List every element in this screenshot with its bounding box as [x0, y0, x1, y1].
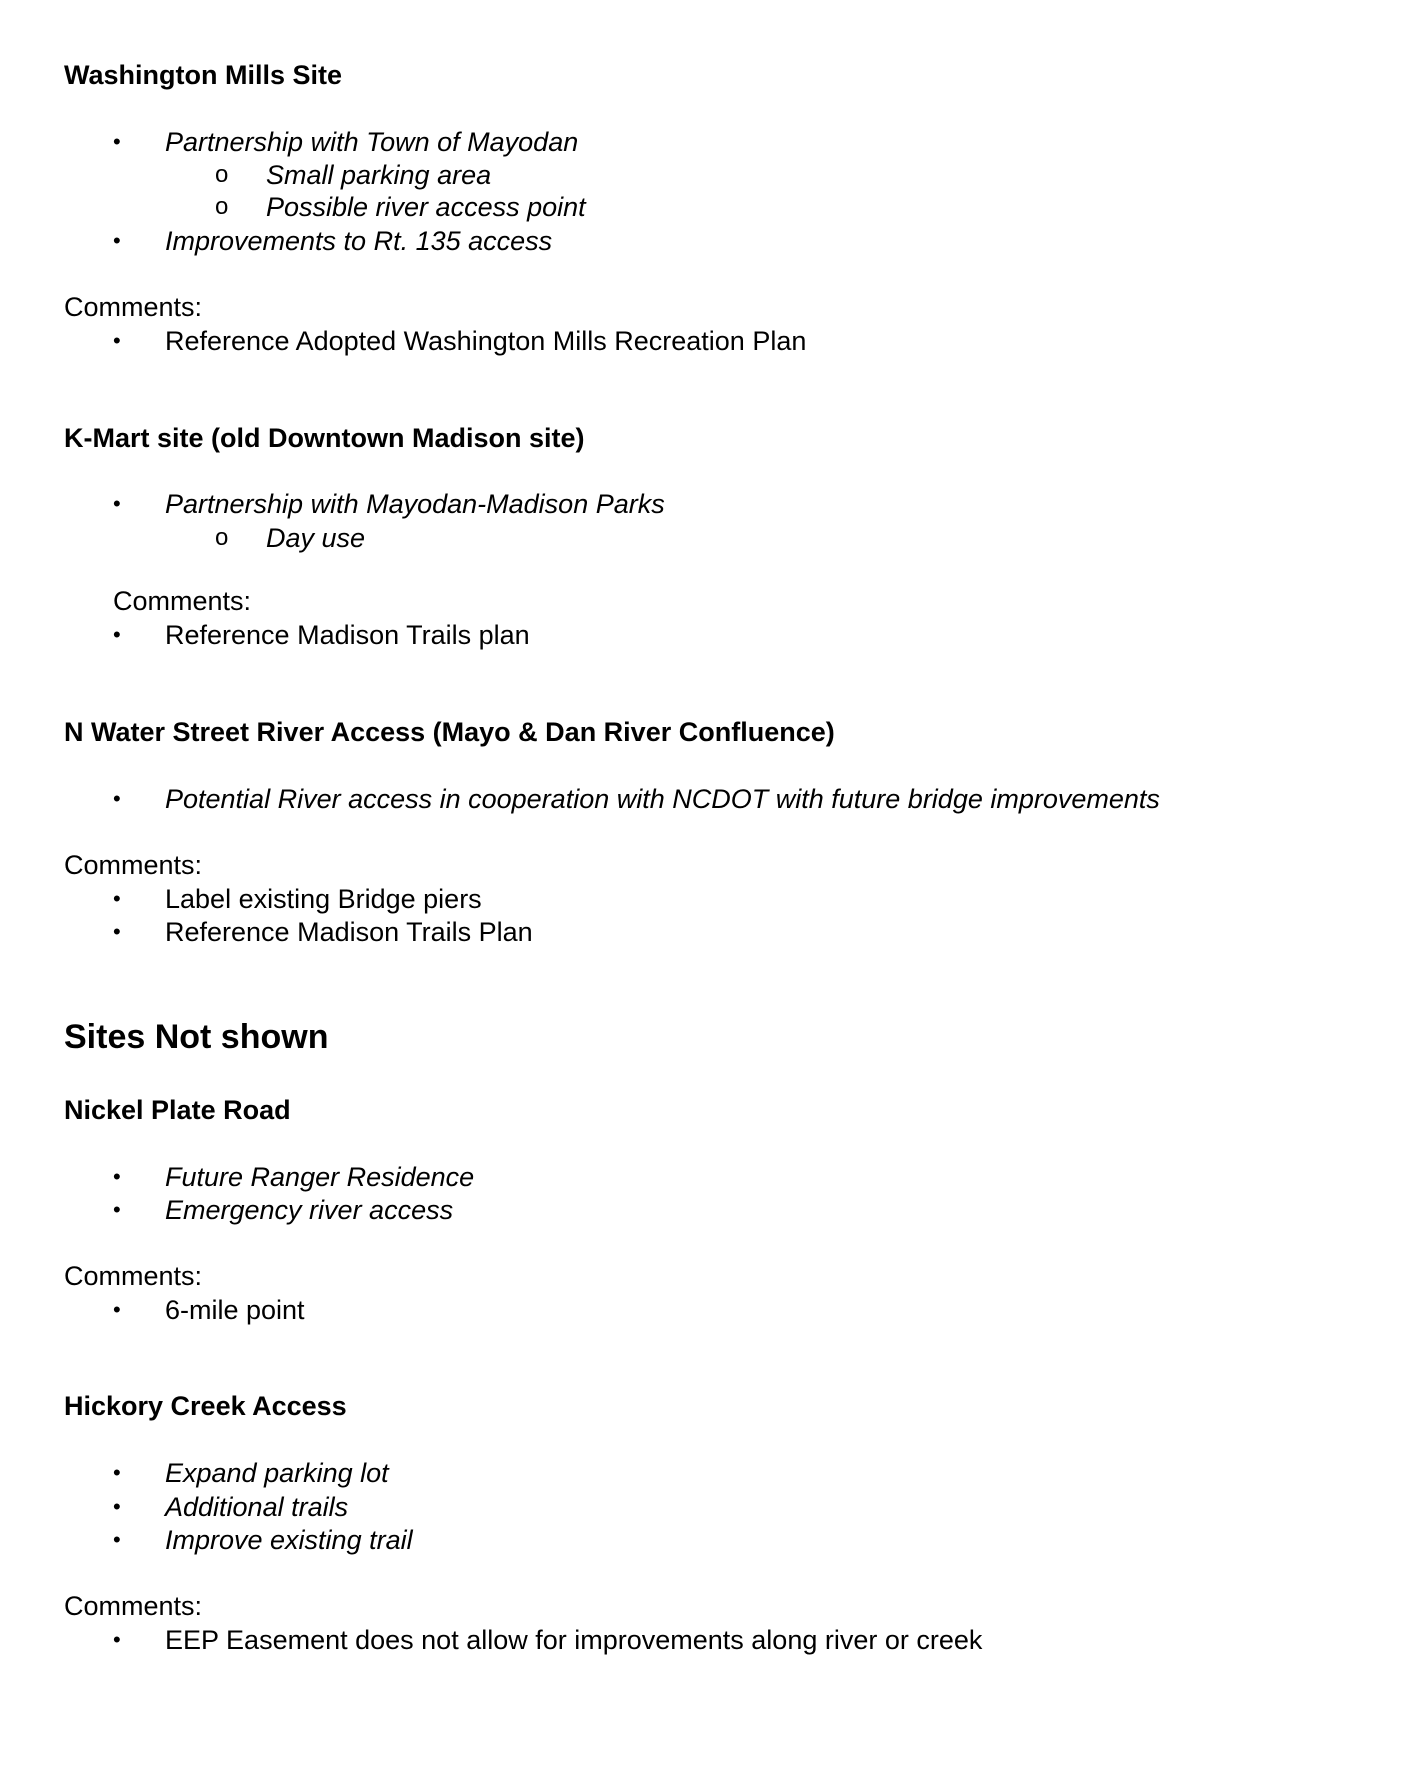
- bullet-icon: •: [113, 786, 121, 811]
- list-item: Improvements to Rt. 135 access: [165, 226, 553, 256]
- bullet-icon: •: [113, 228, 121, 253]
- list-item: Potential River access in cooperation with NCDOT with future bridge improvements: [165, 784, 1160, 814]
- comments-label: Comments:: [64, 850, 203, 880]
- bullet-icon: •: [113, 1494, 121, 1519]
- comment-item: EEP Easement does not allow for improvements along river or creek: [165, 1625, 983, 1655]
- list-item: Expand parking lot: [165, 1458, 389, 1488]
- page-section-heading: Sites Not shown: [64, 1018, 329, 1056]
- list-item: Additional trails: [165, 1492, 349, 1522]
- sub-list-item: Possible river access point: [266, 192, 586, 222]
- bullet-icon: •: [113, 129, 121, 154]
- comment-item: Reference Adopted Washington Mills Recreation Plan: [165, 326, 807, 356]
- bullet-icon: •: [113, 1527, 121, 1552]
- comments-label: Comments:: [64, 1591, 203, 1621]
- list-item: Partnership with Mayodan-Madison Parks: [165, 489, 665, 519]
- list-item: Partnership with Town of Mayodan: [165, 127, 579, 157]
- sub-bullet-icon: o: [215, 193, 229, 220]
- comment-item: Label existing Bridge piers: [165, 884, 482, 914]
- comments-label: Comments:: [64, 292, 203, 322]
- list-item: Improve existing trail: [165, 1525, 413, 1555]
- list-item: Future Ranger Residence: [165, 1162, 475, 1192]
- bullet-icon: •: [113, 491, 121, 516]
- bullet-icon: •: [113, 919, 121, 944]
- comments-label: Comments:: [113, 586, 252, 616]
- bullet-icon: •: [113, 622, 121, 647]
- bullet-icon: •: [113, 1164, 121, 1189]
- section-title-nickel-plate: Nickel Plate Road: [64, 1095, 291, 1125]
- bullet-icon: •: [113, 1297, 121, 1322]
- list-item: Emergency river access: [165, 1195, 454, 1225]
- bullet-icon: •: [113, 886, 121, 911]
- bullet-icon: •: [113, 1460, 121, 1485]
- bullet-icon: •: [113, 1197, 121, 1222]
- sub-list-item: Day use: [266, 523, 366, 553]
- section-title-hickory-creek: Hickory Creek Access: [64, 1391, 347, 1421]
- sub-bullet-icon: o: [215, 524, 229, 551]
- comment-item: 6-mile point: [165, 1295, 305, 1325]
- sub-list-item: Small parking area: [266, 160, 492, 190]
- bullet-icon: •: [113, 1627, 121, 1652]
- comment-item: Reference Madison Trails Plan: [165, 917, 533, 947]
- sub-bullet-icon: o: [215, 161, 229, 188]
- comment-item: Reference Madison Trails plan: [165, 620, 530, 650]
- section-title-washington-mills: Washington Mills Site: [64, 60, 343, 90]
- section-title-n-water-street: N Water Street River Access (Mayo & Dan River Confluence): [64, 717, 835, 747]
- comments-label: Comments:: [64, 1261, 203, 1291]
- section-title-kmart: K-Mart site (old Downtown Madison site): [64, 423, 585, 453]
- bullet-icon: •: [113, 328, 121, 353]
